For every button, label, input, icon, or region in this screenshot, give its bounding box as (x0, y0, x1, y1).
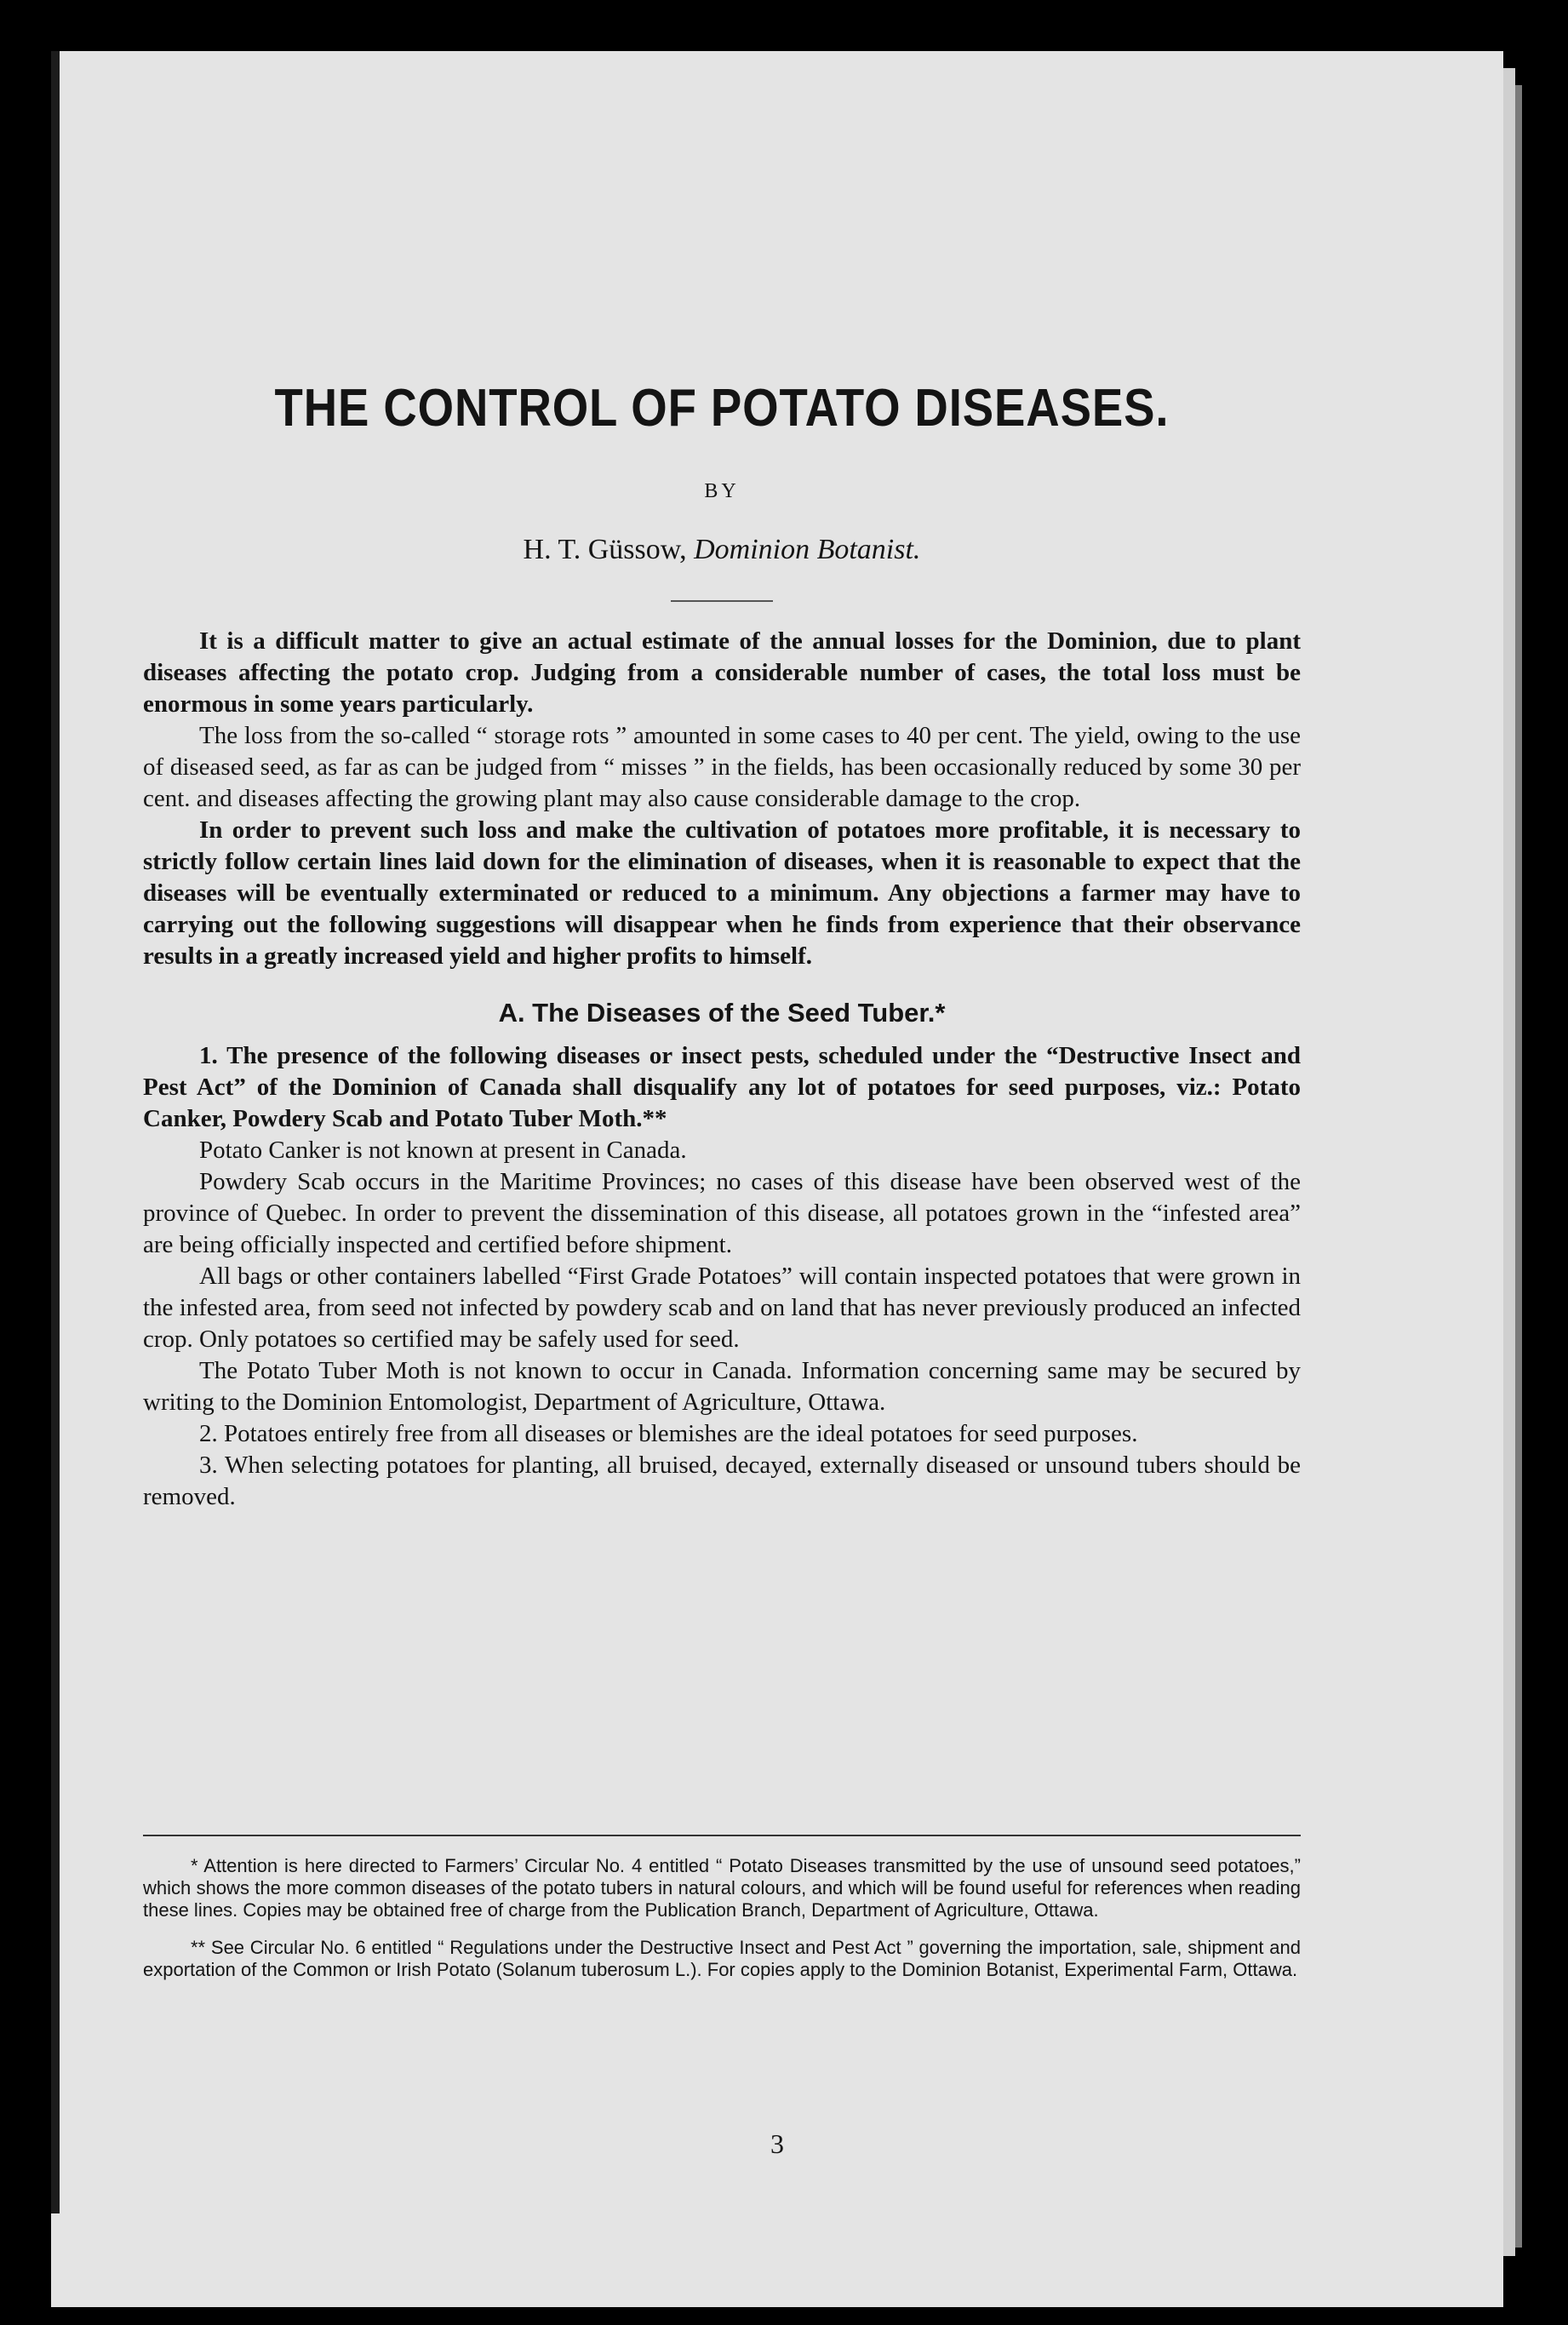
footnote: ** See Circular No. 6 entitled “ Regulations under the Destructive Insect and Pest Act ” governing the importation, sale, shipment and exportation of the Common or Irish Potato (Solanum tuberosum L.). For copies apply to the Dominion Botanist, Experimental Farm, Ottawa. (143, 1937, 1301, 1980)
intro-paragraph: In order to prevent such loss and make the cultivation of potatoes more profitable, it is necessary to strictly follow certain lines laid down for the elimination of diseases, when it is reasonable to expect that the diseases will be eventually exterminated or reduced to a minimum. Any objections a farmer may have to carrying out the following suggestions will disappear when he finds from experience that their observance results in a greatly increased yield and higher profits to himself. (143, 816, 1301, 970)
page-title: THE CONTROL OF POTATO DISEASES. (274, 379, 1170, 438)
section-paragraph: 2. Potatoes entirely free from all diseases or blemishes are the ideal potatoes for seed purposes. (199, 1420, 1138, 1447)
section-text (143, 1040, 1301, 1513)
page-number: 3 (770, 2128, 784, 2159)
article (143, 324, 1301, 1513)
author-name: H. T. Güssow, (523, 534, 687, 565)
page-edge-dark (1515, 85, 1522, 2248)
section-paragraph: All bags or other containers labelled “First Grade Potatoes” will contain inspected potatoes that were grown in the infested area, from seed not infected by powdery scab and on land that has never previously produced an infected crop. Only potatoes so certified may be safely used for seed. (143, 1263, 1301, 1353)
section-paragraph: Powdery Scab occurs in the Maritime Provinces; no cases of this disease have been observed west of the province of Quebec. In order to prevent the dissemination of this disease, all potatoes grown in the “infested area” are being officially inspected and certified before shipment. (143, 1168, 1301, 1258)
section-heading: A. The Diseases of the Seed Tuber.* (498, 998, 946, 1028)
footnote-rule (143, 1835, 1301, 1836)
intro-paragraph: The loss from the so-called “ storage rots ” amounted in some cases to 40 per cent. The yield, owing to the use of diseased seed, as far as can be judged from “ misses ” in the fields, has been occasionally reduced by some 30 per cent. and diseases affecting the growing plant may also cause considerable damage to the crop. (143, 722, 1301, 812)
intro-paragraph: It is a difficult matter to give an actual estimate of the annual losses for the Dominion, due to plant diseases affecting the potato crop. Judging from a considerable number of cases, the total loss must be enormous in some years particularly. (143, 627, 1301, 718)
author-line (143, 534, 1301, 566)
footnotes (143, 1835, 1301, 1996)
byline: BY (704, 480, 740, 502)
author-role: Dominion Botanist. (694, 534, 921, 565)
section-paragraph: Potato Canker is not known at present in Canada. (199, 1137, 687, 1164)
title-divider (671, 600, 773, 602)
page-edge-shadow (1503, 68, 1515, 2256)
intro-text (143, 626, 1301, 972)
section-paragraph: 1. The presence of the following diseases or insect pests, scheduled under the “Destructive Insect and Pest Act” of the Dominion of Canada shall disqualify any lot of potatoes for seed purposes, viz.: Potato Canker, Powdery Scab and Potato Tuber Moth.** (143, 1042, 1301, 1132)
section-paragraph: The Potato Tuber Moth is not known to occur in Canada. Information concerning same may be secured by writing to the Dominion Entomologist, Department of Agriculture, Ottawa. (143, 1357, 1301, 1416)
section-paragraph: 3. When selecting potatoes for planting, all bruised, decayed, externally diseased or unsound tubers should be removed. (143, 1452, 1301, 1510)
binding-edge (51, 51, 60, 2213)
footnote: * Attention is here directed to Farmers’ Circular No. 4 entitled “ Potato Diseases transmitted by the use of unsound seed potatoes,” which shows the more common diseases of the potato tubers in natural colours, and which will be found useful for references when reading these lines. Copies may be obtained free of charge from the Publication Branch, Department of Agriculture, Ottawa. (143, 1855, 1301, 1921)
